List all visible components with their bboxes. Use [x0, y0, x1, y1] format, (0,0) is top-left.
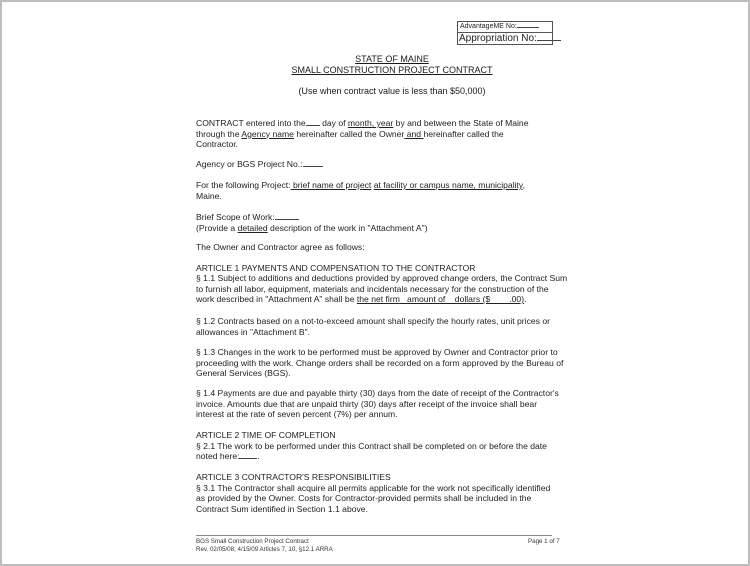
contractor-name-field[interactable]: and [404, 128, 424, 139]
section-1-1-line-3: work described in "Attachment A" shall be the net firm amount of dollars ($ .00). [196, 294, 527, 304]
project-line-1: For the following Project: brief name of project at facility or campus name, municipality, [196, 180, 525, 190]
section-3-1-line-1: § 3.1 The Contractor shall acquire all permits applicable for the work not specifically identified [196, 482, 551, 493]
title-state: STATE OF MAINE [355, 54, 429, 64]
appropriation-no-blank[interactable] [537, 40, 561, 41]
section-1-2-line-2: allowances in "Attachment B". [196, 326, 311, 337]
section-2-1-line-1: § 2.1 The work to be performed under this Contract shall be completed on or before the date [196, 440, 547, 451]
advantage-no-field[interactable] [458, 22, 552, 33]
amount-field[interactable]: amount of dollars ($ .00) [399, 294, 525, 304]
facility-field[interactable]: at facility or campus name, municipality [373, 180, 523, 190]
section-1-3-line-3: General Services (BGS). [196, 368, 291, 378]
section-1-4-line-2: invoice. Amounts due that are unpaid thirty (30) days after receipt of the invoice shall bear [196, 398, 538, 409]
section-1-1-line-2: to furnish all labor, equipment, materials and incidentals necessary for the construction of the [196, 283, 549, 294]
agency-name-field[interactable]: Agency name [241, 128, 294, 139]
title-contract: SMALL CONSTRUCTION PROJECT CONTRACT [291, 65, 493, 75]
advantage-no-blank[interactable] [517, 27, 539, 28]
section-1-4-line-3: interest at the rate of seven percent (7%) per annum. [196, 409, 398, 419]
footer-revision: Rev. 02/05/08; 4/15/09 Articles 7, 10, §12.1 ARRA [196, 545, 333, 553]
appropriation-no-field[interactable] [458, 33, 552, 44]
intro-line-1: CONTRACT entered into the day of month, year by and between the State of Maine [196, 118, 529, 128]
advantage-no-label: AdvantageME No: [460, 23, 517, 30]
intro-line-2: through the Agency name hereinafter called the Owner and hereinafter called the [196, 128, 504, 139]
project-line-2: Maine. [196, 190, 222, 201]
project-name-field[interactable]: brief name of project [290, 180, 372, 190]
scope-blank[interactable] [275, 219, 299, 220]
intro-line-3: Contractor. [196, 139, 239, 149]
agency-project-no: Agency or BGS Project No.: [196, 159, 323, 169]
completion-date-blank[interactable] [239, 458, 257, 459]
article-2-heading: ARTICLE 2 TIME OF COMPLETION [196, 430, 336, 440]
section-3-1-line-2: as provided by the Owner. Costs for Contractor-provided permits shall be included in the [196, 493, 532, 503]
footer-divider [196, 535, 552, 536]
net-firm-field[interactable]: the net firm [356, 294, 400, 304]
section-3-1-line-3: Contract Sum identified in Section 1.1 above. [196, 503, 368, 514]
advantage-appropriation-box [457, 21, 553, 45]
section-1-3-line-2: proceeding with the work. Change orders shall be recorded on a form approved by the Bureau of [196, 357, 564, 368]
section-1-4-line-1: § 1.4 Payments are due and payable thirty (30) days from the date of receipt of the Contractor's [196, 388, 559, 398]
section-2-1-line-2: noted here: . [196, 451, 260, 461]
project-no-blank[interactable] [303, 166, 323, 167]
scope-note: (Provide a detailed description of the work in "Attachment A") [196, 222, 428, 233]
section-1-1-line-1: § 1.1 Subject to additions and deductions provided by approved change orders, the Contract Sum [196, 273, 568, 283]
title-note: (Use when contract value is less than $50,000) [298, 86, 486, 96]
section-1-2-line-1: § 1.2 Contracts based on a not-to-exceed amount shall specify the hourly rates, unit prices or [196, 316, 550, 326]
appropriation-no-label: Appropriation No: [459, 33, 537, 44]
month-year-field[interactable]: month, year [347, 118, 394, 128]
scope-of-work: Brief Scope of Work: [196, 212, 299, 222]
article-3-heading: ARTICLE 3 CONTRACTOR'S RESPONSIBILITIES [196, 472, 391, 482]
footer-page-number: Page 1 of 7 [528, 538, 560, 545]
article-1-heading: ARTICLE 1 PAYMENTS AND COMPENSATION TO THE CONTRACTOR [196, 263, 476, 273]
footer-doc-title: BGS Small Construction Project Contract [196, 538, 309, 545]
section-1-3-line-1: § 1.3 Changes in the work to be performed must be approved by Owner and Contractor prior to [196, 347, 558, 357]
agree-statement: The Owner and Contractor agree as follows: [196, 242, 365, 252]
day-blank[interactable] [306, 125, 320, 126]
